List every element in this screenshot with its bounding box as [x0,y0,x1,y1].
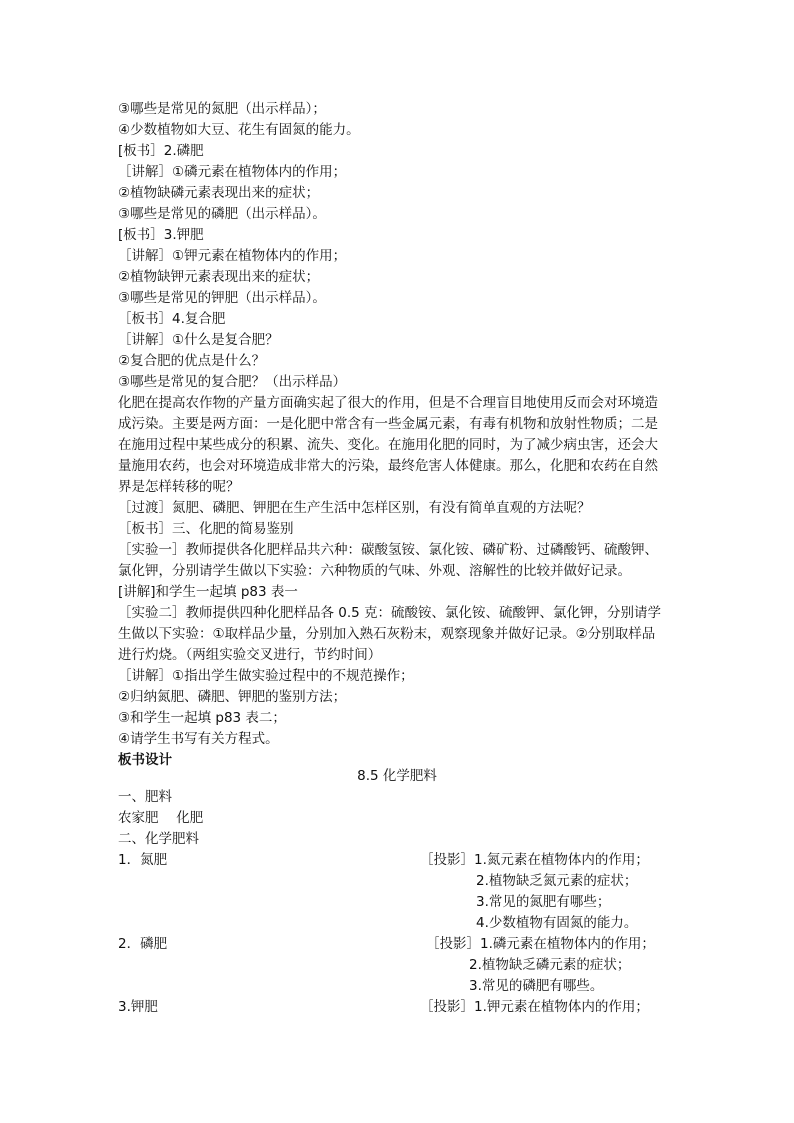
text-line: ［过渡］氮肥、磷肥、钾肥在生产生活中怎样区别，有没有简单直观的方法呢？ [118,500,591,516]
text-line: ［板书］4.复合肥 [118,311,226,327]
section-heading: 板书设计 [118,752,172,768]
paragraph-line: 在施用过程中某些成分的积累、流失、变化。在施用化肥的同时，为了减少病虫害，还会大 [118,437,658,453]
board-item-label: 2．磷肥 [118,936,168,952]
projection-line: 2.植物缺乏氮元素的症状； [476,873,638,889]
experiment-line: ［实验一］教师提供各化肥样品共六种：碳酸氢铵、氯化铵、磷矿粉、过磷酸钙、硫酸钾、 [118,542,658,558]
board-line: 二、化学肥料 [118,831,199,847]
text-line: ［讲解］①磷元素在植物体内的作用； [118,164,347,180]
experiment-line: 进行灼烧。（两组实验交叉进行，节约时间） [118,647,382,663]
experiment-line: 氯化钾，分别请学生做以下实验：六种物质的气味、外观、溶解性的比较并做好记录。 [118,563,631,579]
text-line: [板书］3.钾肥 [118,227,204,243]
experiment-line: 生做以下实验：①取样品少量，分别加入熟石灰粉末，观察现象并做好记录。②分别取样品 [118,626,656,642]
projection-line: 2.植物缺乏磷元素的症状； [469,957,631,973]
board-line: 一、肥料 [118,789,172,805]
text-line: ②归纳氮肥、磷肥、钾肥的鉴别方法； [118,689,347,705]
board-title: 8.5 化学肥料 [357,768,437,784]
projection-line: ［投影］1.钾元素在植物体内的作用； [420,999,649,1015]
board-line: 农家肥 化肥 [118,810,204,826]
projection-line: 3.常见的氮肥有哪些； [476,894,611,910]
paragraph-line: 化肥在提高农作物的产量方面确实起了很大的作用，但是不合理盲目地使用反而会对环境造 [118,395,658,411]
text-line: ［板书］三、化肥的简易鉴别 [118,521,294,537]
projection-line: ［投影］1.氮元素在植物体内的作用； [420,852,649,868]
text-line: ③哪些是常见的磷肥（出示样品）。 [118,206,326,222]
text-line: ②植物缺钾元素表现出来的症状； [118,269,320,285]
text-line: ②复合肥的优点是什么？ [118,353,266,369]
paragraph-line: 量施用农药，也会对环境造成非常大的污染，最终危害人体健康。那么，化肥和农药在自然 [118,458,658,474]
text-line: ④少数植物如大豆、花生有固氮的能力。 [118,122,360,138]
experiment-line: ［实验二］教师提供四种化肥样品各 0.5 克：硫酸铵、氯化铵、硫酸钾、氯化钾，分别请学 [118,605,662,621]
board-item-label: 3.钾肥 [118,999,158,1015]
text-line: ③哪些是常见的氮肥（出示样品）； [118,101,326,117]
text-line: [讲解]和学生一起填 p83 表一 [118,584,298,600]
text-line: ③和学生一起填 p83 表二； [118,710,286,726]
text-line: ［讲解］①什么是复合肥？ [118,332,279,348]
text-line: ②植物缺磷元素表现出来的症状； [118,185,320,201]
text-line: [板书］2.磷肥 [118,143,204,159]
projection-line: 3.常见的磷肥有哪些。 [469,978,604,994]
paragraph-line: 成污染。主要是两方面：一是化肥中常含有一些金属元素，有毒有机物和放射性物质；二是 [118,416,658,432]
text-line: ④请学生书写有关方程式。 [118,731,279,747]
text-line: ③哪些是常见的复合肥？（出示样品） [118,374,347,390]
projection-line: ［投影］1.磷元素在植物体内的作用； [426,936,655,952]
projection-line: 4.少数植物有固氮的能力。 [476,915,638,931]
paragraph-line: 界是怎样转移的呢？ [118,479,240,495]
text-line: ③哪些是常见的钾肥（出示样品）。 [118,290,326,306]
board-item-label: 1．氮肥 [118,852,168,868]
text-line: ［讲解］①钾元素在植物体内的作用； [118,248,347,264]
text-line: ［讲解］①指出学生做实验过程中的不规范操作； [118,668,414,684]
